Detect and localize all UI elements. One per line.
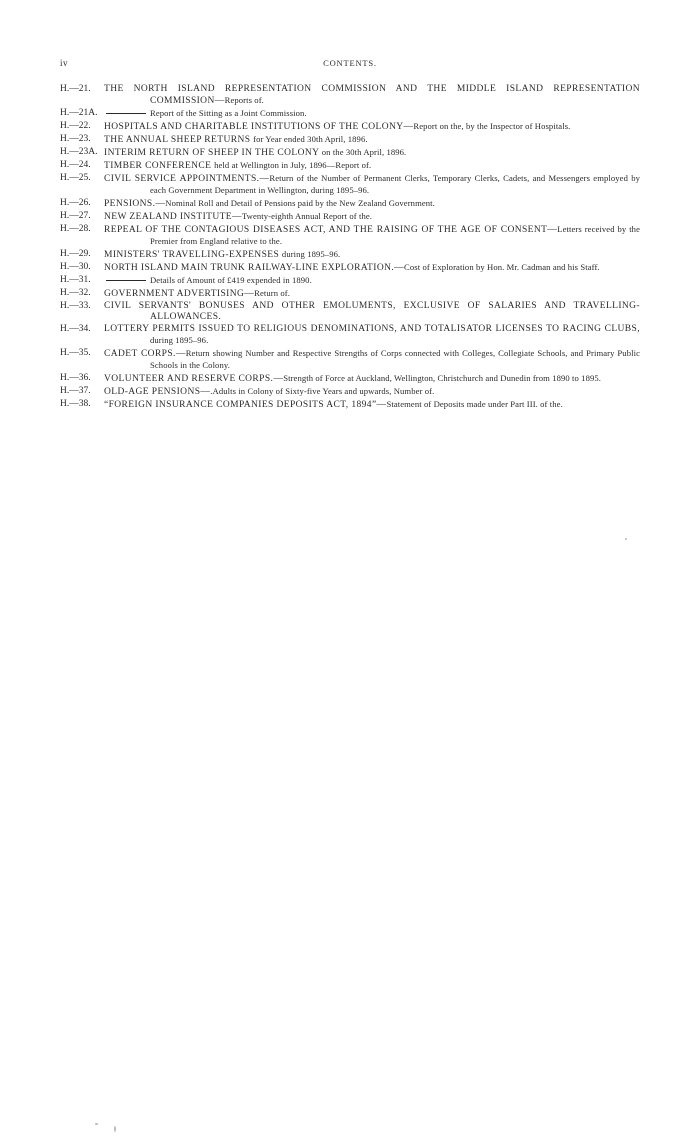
entry-description xyxy=(104,147,640,159)
entry-description xyxy=(104,160,640,172)
entry-description xyxy=(104,288,640,300)
contents-entry xyxy=(60,211,640,223)
entry-title: VOLUNTEER AND RESERVE CORPS.— xyxy=(104,374,284,384)
contents-entry xyxy=(60,198,640,210)
entry-code: H.—34. xyxy=(60,324,91,334)
entry-title: LOTTERY PERMITS ISSUED TO RELIGIOUS DENOMINATIONS, AND TOTALISATOR LICENSES TO RACING CLUBS, xyxy=(104,324,640,334)
entry-description xyxy=(104,348,640,372)
contents-entry xyxy=(60,84,640,107)
entry-title: NEW ZEALAND INSTITUTE— xyxy=(104,212,242,222)
contents-entry xyxy=(60,324,640,347)
entry-description xyxy=(104,249,640,261)
entry-detail: Return showing Number and Respective Strengths of Corps connected with Colleges, Collegiate Schools, and Primary Public Schools in the Colony. xyxy=(150,348,640,370)
entry-title: CADET CORPS.— xyxy=(104,349,186,359)
entry-title: THE NORTH ISLAND REPRESENTATION COMMISSION AND THE MIDDLE ISLAND REPRESENTATION COMMISSION— xyxy=(104,84,640,106)
entry-description xyxy=(104,324,640,347)
entry-title: OLD-AGE PENSIONS— xyxy=(104,387,211,397)
entry-description xyxy=(104,386,640,398)
entry-description xyxy=(104,84,640,107)
entry-title: MINISTERS' TRAVELLING-EXPENSES xyxy=(104,250,282,260)
entry-code: H.—30. xyxy=(60,262,91,272)
contents-list xyxy=(60,84,640,412)
page-header xyxy=(60,58,640,72)
ditto-dash xyxy=(106,113,146,114)
entry-title: PENSIONS.— xyxy=(104,199,166,209)
entry-description xyxy=(104,173,640,197)
contents-entry xyxy=(60,160,640,172)
entry-description xyxy=(104,373,640,385)
contents-entry xyxy=(60,262,640,274)
entry-code: H.—22. xyxy=(60,121,91,131)
contents-entry xyxy=(60,224,640,248)
entry-code: H.—26. xyxy=(60,198,91,208)
entry-detail: Report on the, by the Inspector of Hospitals. xyxy=(413,121,571,131)
entry-title: GOVERNMENT ADVERTISING— xyxy=(104,289,255,299)
entry-title: NORTH ISLAND MAIN TRUNK RAILWAY-LINE EXPLORATION.— xyxy=(104,263,405,273)
page-number: iv xyxy=(60,58,69,68)
entry-detail: during 1895–96. xyxy=(281,249,341,259)
scan-speck xyxy=(95,1123,98,1125)
entry-description xyxy=(104,399,640,411)
contents-entry xyxy=(60,386,640,398)
entry-detail: during 1895–96. xyxy=(150,335,209,345)
entry-description xyxy=(104,262,640,274)
scan-speck xyxy=(625,538,627,540)
entry-description xyxy=(104,301,640,323)
entry-code: H.—23A. xyxy=(60,147,98,157)
running-head: CONTENTS. xyxy=(323,58,377,68)
ditto-dash xyxy=(106,280,146,281)
entry-description xyxy=(104,134,640,146)
entry-detail: Reports of. xyxy=(224,95,264,105)
entry-description xyxy=(104,198,640,210)
entry-detail: .Adults in Colony of Sixty-five Years and upwards, Number of. xyxy=(210,386,435,396)
entry-detail: Twenty-eighth Annual Report of the. xyxy=(241,211,373,221)
entry-code: H.—28. xyxy=(60,224,91,234)
entry-code: H.—23. xyxy=(60,134,91,144)
contents-entry xyxy=(60,108,640,120)
entry-description xyxy=(104,275,640,287)
entry-code: H.—21A. xyxy=(60,108,98,118)
entry-description xyxy=(104,108,640,120)
entry-detail: Letters received by the Premier from England relative to the. xyxy=(150,224,640,246)
entry-detail: Return of. xyxy=(254,288,291,298)
entry-detail: Nominal Roll and Detail of Pensions paid by the New Zealand Government. xyxy=(165,198,435,208)
contents-entry xyxy=(60,249,640,261)
scan-speck xyxy=(114,1126,116,1132)
entry-code: H.—31. xyxy=(60,275,91,285)
entry-title: INTERIM RETURN OF SHEEP IN THE COLONY xyxy=(104,148,322,158)
entry-description xyxy=(104,224,640,248)
contents-entry xyxy=(60,275,640,287)
entry-code: H.—29. xyxy=(60,249,91,259)
contents-entry xyxy=(60,173,640,197)
entry-detail: for Year ended 30th April, 1896. xyxy=(253,134,368,144)
entry-code: H.—25. xyxy=(60,173,91,183)
entry-detail: Details of Amount of £419 expended in 1890. xyxy=(150,275,312,285)
contents-entry xyxy=(60,348,640,372)
entry-code: H.—32. xyxy=(60,288,91,298)
entry-code: H.—36. xyxy=(60,373,91,383)
entry-detail: Cost of Exploration by Hon. Mr. Cadman and his Staff. xyxy=(404,262,600,272)
contents-entry xyxy=(60,121,640,133)
entry-code: H.—24. xyxy=(60,160,91,170)
entry-code: H.—37. xyxy=(60,386,91,396)
entry-title: CIVIL SERVICE APPOINTMENTS.— xyxy=(104,174,270,184)
entry-description xyxy=(104,121,640,133)
entry-code: H.—27. xyxy=(60,211,91,221)
entry-detail: Strength of Force at Auckland, Wellington, Christchurch and Dunedin from 1890 to 1895. xyxy=(283,373,602,383)
contents-entry xyxy=(60,147,640,159)
entry-code: H.—33. xyxy=(60,301,91,311)
contents-entry xyxy=(60,399,640,411)
entry-detail: on the 30th April, 1896. xyxy=(321,147,407,157)
contents-entry xyxy=(60,288,640,300)
entry-detail: Return of the Number of Permanent Clerks, Temporary Clerks, Cadets, and Messengers employed by each Government Department in Wellington, during 1895–96. xyxy=(150,173,640,195)
entry-description xyxy=(104,211,640,223)
contents-entry xyxy=(60,301,640,323)
entry-code: H.—21. xyxy=(60,84,91,94)
entry-code: H.—38. xyxy=(60,399,91,409)
entry-title: CIVIL SERVANTS' BONUSES AND OTHER EMOLUMENTS, EXCLUSIVE OF SALARIES AND TRAVELLING-ALLOWANCES. xyxy=(104,301,640,322)
entry-detail: Statement of Deposits made under Part III. of the. xyxy=(386,399,563,409)
entry-title: HOSPITALS AND CHARITABLE INSTITUTIONS OF THE COLONY— xyxy=(104,122,414,132)
entry-detail: held at Wellington in July, 1896—Report of. xyxy=(214,160,372,170)
contents-entry xyxy=(60,134,640,146)
entry-title: TIMBER CONFERENCE xyxy=(104,161,215,171)
entry-title: THE ANNUAL SHEEP RETURNS xyxy=(104,135,254,145)
entry-title: “FOREIGN INSURANCE COMPANIES DEPOSITS ACT, 1894”— xyxy=(104,400,387,410)
entry-code: H.—35. xyxy=(60,348,91,358)
contents-entry xyxy=(60,373,640,385)
entry-detail: Report of the Sitting as a Joint Commission. xyxy=(150,108,307,118)
entry-title: REPEAL OF THE CONTAGIOUS DISEASES ACT, AND THE RAISING OF THE AGE OF CONSENT— xyxy=(104,225,558,235)
